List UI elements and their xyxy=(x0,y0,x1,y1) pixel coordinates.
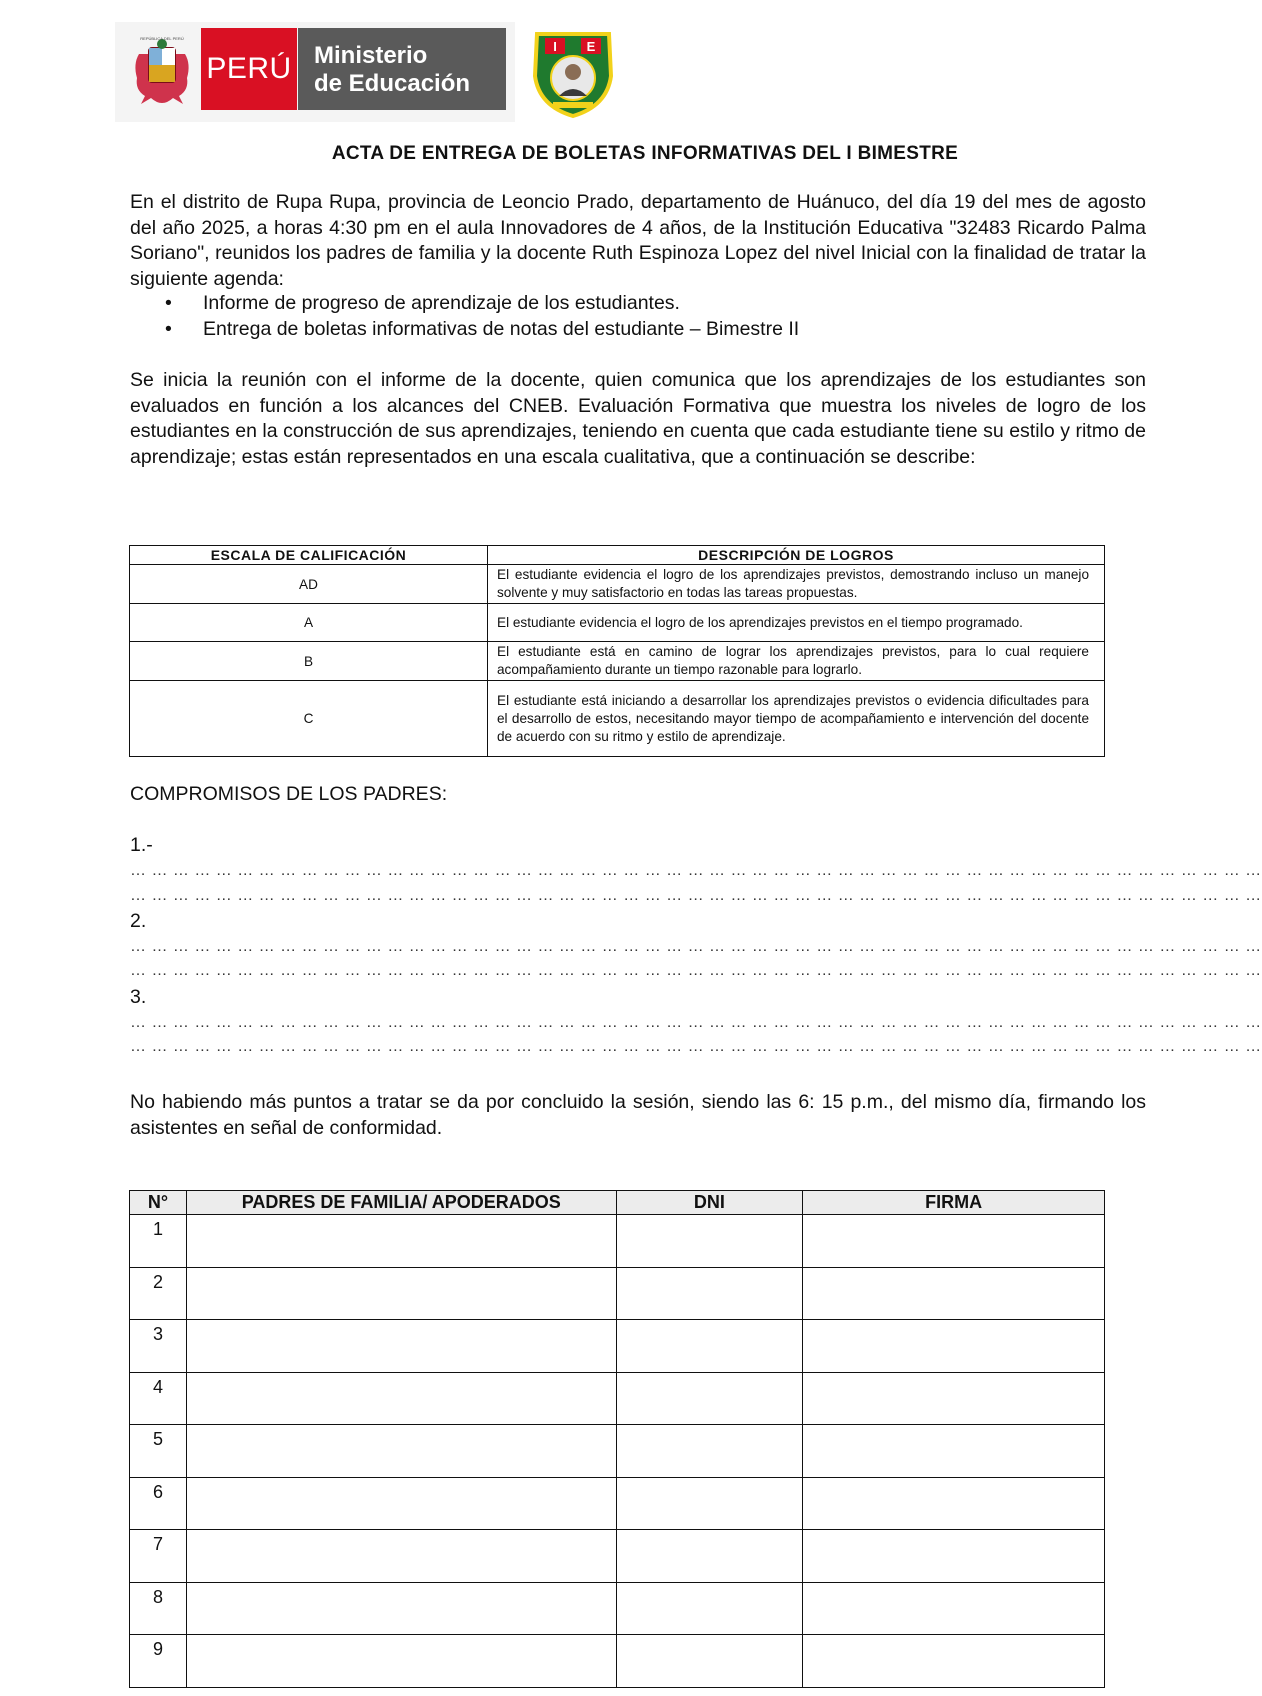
commitment-line[interactable]: … … … … … … … … … … … … … … … … … … … … … … … … … … … … … … … … … … … … … … … … … … … … … … … … … … … … … xyxy=(130,862,1262,879)
parent-name-cell[interactable] xyxy=(186,1635,616,1688)
signature-cell[interactable] xyxy=(803,1267,1105,1320)
table-row xyxy=(130,1215,1105,1268)
column-header: ESCALA DE CALIFICACIÓN xyxy=(130,546,488,565)
scale-level: AD xyxy=(130,565,488,604)
signature-cell[interactable] xyxy=(803,1215,1105,1268)
commitment-line[interactable]: … … … … … … … … … … … … … … … … … … … … … … … … … … … … … … … … … … … … … … … … … … … … … … … … … … … … … xyxy=(130,1038,1262,1055)
column-header: N° xyxy=(130,1191,187,1215)
table-row xyxy=(130,642,1105,681)
signature-cell[interactable] xyxy=(803,1320,1105,1373)
scale-level: B xyxy=(130,642,488,681)
commitments-heading: COMPROMISOS DE LOS PADRES: xyxy=(130,783,448,805)
column-header: DNI xyxy=(616,1191,803,1215)
table-row xyxy=(130,1267,1105,1320)
parent-name-cell[interactable] xyxy=(186,1267,616,1320)
row-number: 6 xyxy=(130,1477,187,1530)
column-header: PADRES DE FAMILIA/ APODERADOS xyxy=(186,1191,616,1215)
scale-description: El estudiante está en camino de lograr los aprendizajes previstos, para lo cual requiere acompañamiento durante un tiempo razonable para lograrlo. xyxy=(488,642,1105,681)
dni-cell[interactable] xyxy=(616,1582,803,1635)
table-row xyxy=(130,1320,1105,1373)
commitment-line[interactable]: … … … … … … … … … … … … … … … … … … … … … … … … … … … … … … … … … … … … … … … … … … … … … … … … … … … … … xyxy=(130,962,1262,979)
parent-name-cell[interactable] xyxy=(186,1582,616,1635)
row-number: 2 xyxy=(130,1267,187,1320)
signature-table xyxy=(129,1190,1105,1688)
svg-text:E: E xyxy=(586,39,596,54)
parent-name-cell[interactable] xyxy=(186,1215,616,1268)
column-header: FIRMA xyxy=(803,1191,1105,1215)
peru-label: PERÚ xyxy=(206,52,292,85)
intro-paragraph: En el distrito de Rupa Rupa, provincia de Leoncio Prado, departamento de Huánuco, del día 19 del mes de agosto del año 2025, a horas 4:30 pm en el aula Innovadores de 4 años, de la Institución Educativa "32483 Ricardo Palma Soriano", reunidos los padres de familia y la docente Ruth Espinoza Lopez del nivel Inicial con la finalidad de tratar la siguiente agenda: xyxy=(130,191,1146,290)
header-logos xyxy=(115,22,625,122)
table-row xyxy=(130,565,1105,604)
parent-name-cell[interactable] xyxy=(186,1425,616,1478)
commitment-number: 1.- xyxy=(130,834,153,856)
table-header-row xyxy=(130,546,1105,565)
svg-text:I: I xyxy=(553,39,557,54)
signature-cell[interactable] xyxy=(803,1372,1105,1425)
commitment-line[interactable]: … … … … … … … … … … … … … … … … … … … … … … … … … … … … … … … … … … … … … … … … … … … … … … … … … … … … … xyxy=(130,1014,1262,1031)
parent-name-cell[interactable] xyxy=(186,1372,616,1425)
ministry-line-2: de Educación xyxy=(314,70,471,97)
signature-cell[interactable] xyxy=(803,1530,1105,1583)
row-number: 4 xyxy=(130,1372,187,1425)
table-row xyxy=(130,1425,1105,1478)
dni-cell[interactable] xyxy=(616,1425,803,1478)
table-row xyxy=(130,1582,1105,1635)
scale-level: A xyxy=(130,604,488,642)
scale-description: El estudiante evidencia el logro de los aprendizajes previstos, demostrando incluso un manejo solvente y muy satisfactorio en todas las tareas propuestas. xyxy=(488,565,1105,604)
row-number: 7 xyxy=(130,1530,187,1583)
dni-cell[interactable] xyxy=(616,1530,803,1583)
table-row xyxy=(130,681,1105,757)
agenda-list xyxy=(165,291,799,342)
svg-text:REPÚBLICA DEL PERÚ: REPÚBLICA DEL PERÚ xyxy=(140,36,184,41)
signature-cell[interactable] xyxy=(803,1425,1105,1478)
agenda-item: • Entrega de boletas informativas de notas del estudiante – Bimestre II xyxy=(165,317,799,343)
signature-cell[interactable] xyxy=(803,1635,1105,1688)
commitment-number: 2. xyxy=(130,910,147,932)
row-number: 9 xyxy=(130,1635,187,1688)
table-row xyxy=(130,1530,1105,1583)
ministry-brand-box xyxy=(298,28,506,110)
row-number: 3 xyxy=(130,1320,187,1373)
ministry-line-1: Ministerio xyxy=(314,42,428,69)
table-row xyxy=(130,1372,1105,1425)
parent-name-cell[interactable] xyxy=(186,1530,616,1583)
document-title: ACTA DE ENTREGA DE BOLETAS INFORMATIVAS DEL I BIMESTRE xyxy=(331,143,959,164)
table-row xyxy=(130,1635,1105,1688)
agenda-item: • Informe de progreso de aprendizaje de los estudiantes. xyxy=(165,291,799,317)
dni-cell[interactable] xyxy=(616,1477,803,1530)
scale-level: C xyxy=(130,681,488,757)
commitment-line[interactable]: … … … … … … … … … … … … … … … … … … … … … … … … … … … … … … … … … … … … … … … … … … … … … … … … … … … … … xyxy=(130,887,1262,904)
report-paragraph: Se inicia la reunión con el informe de la docente, quien comunica que los aprendizajes de los estudiantes son evaluados en función a los alcances del CNEB. Evaluación Formativa que muestra los niveles de logro de los estudiantes en la construcción de sus aprendizajes, teniendo en cuenta que cada estudiante tiene su estilo y ritmo de aprendizaje; estas están representados en una escala cualitativa, que a continuación se describe: xyxy=(130,369,1146,468)
table-row xyxy=(130,604,1105,642)
table-row xyxy=(130,1477,1105,1530)
row-number: 1 xyxy=(130,1215,187,1268)
minedu-logo xyxy=(115,22,515,122)
scale-description: El estudiante evidencia el logro de los aprendizajes previstos en el tiempo programado. xyxy=(488,604,1105,642)
parent-name-cell[interactable] xyxy=(186,1477,616,1530)
table-header-row xyxy=(130,1191,1105,1215)
row-number: 5 xyxy=(130,1425,187,1478)
signature-cell[interactable] xyxy=(803,1582,1105,1635)
signature-cell[interactable] xyxy=(803,1477,1105,1530)
commitment-line[interactable]: … … … … … … … … … … … … … … … … … … … … … … … … … … … … … … … … … … … … … … … … … … … … … … … … … … … … … xyxy=(130,938,1262,955)
peru-brand-box xyxy=(201,28,297,110)
dni-cell[interactable] xyxy=(616,1635,803,1688)
parent-name-cell[interactable] xyxy=(186,1320,616,1373)
column-header: DESCRIPCIÓN DE LOGROS xyxy=(488,546,1105,565)
dni-cell[interactable] xyxy=(616,1372,803,1425)
grading-scale-table xyxy=(129,545,1105,757)
scale-description: El estudiante está iniciando a desarrollar los aprendizajes previstos o evidencia dificultades para el desarrollo de estos, necesitando mayor tiempo de acompañamiento e intervención del docente de acuerdo con su ritmo y estilo de aprendizaje. xyxy=(488,681,1105,757)
commitment-number: 3. xyxy=(130,986,147,1008)
closing-paragraph: No habiendo más puntos a tratar se da por concluido la sesión, siendo las 6: 15 p.m., del mismo día, firmando los asistentes en señal de conformidad. xyxy=(130,1091,1146,1139)
signature-table-body xyxy=(130,1215,1105,1688)
dni-cell[interactable] xyxy=(616,1320,803,1373)
row-number: 8 xyxy=(130,1582,187,1635)
dni-cell[interactable] xyxy=(616,1267,803,1320)
peru-coat-of-arms-icon xyxy=(131,34,193,114)
dni-cell[interactable] xyxy=(616,1215,803,1268)
school-badge-icon xyxy=(527,26,619,120)
